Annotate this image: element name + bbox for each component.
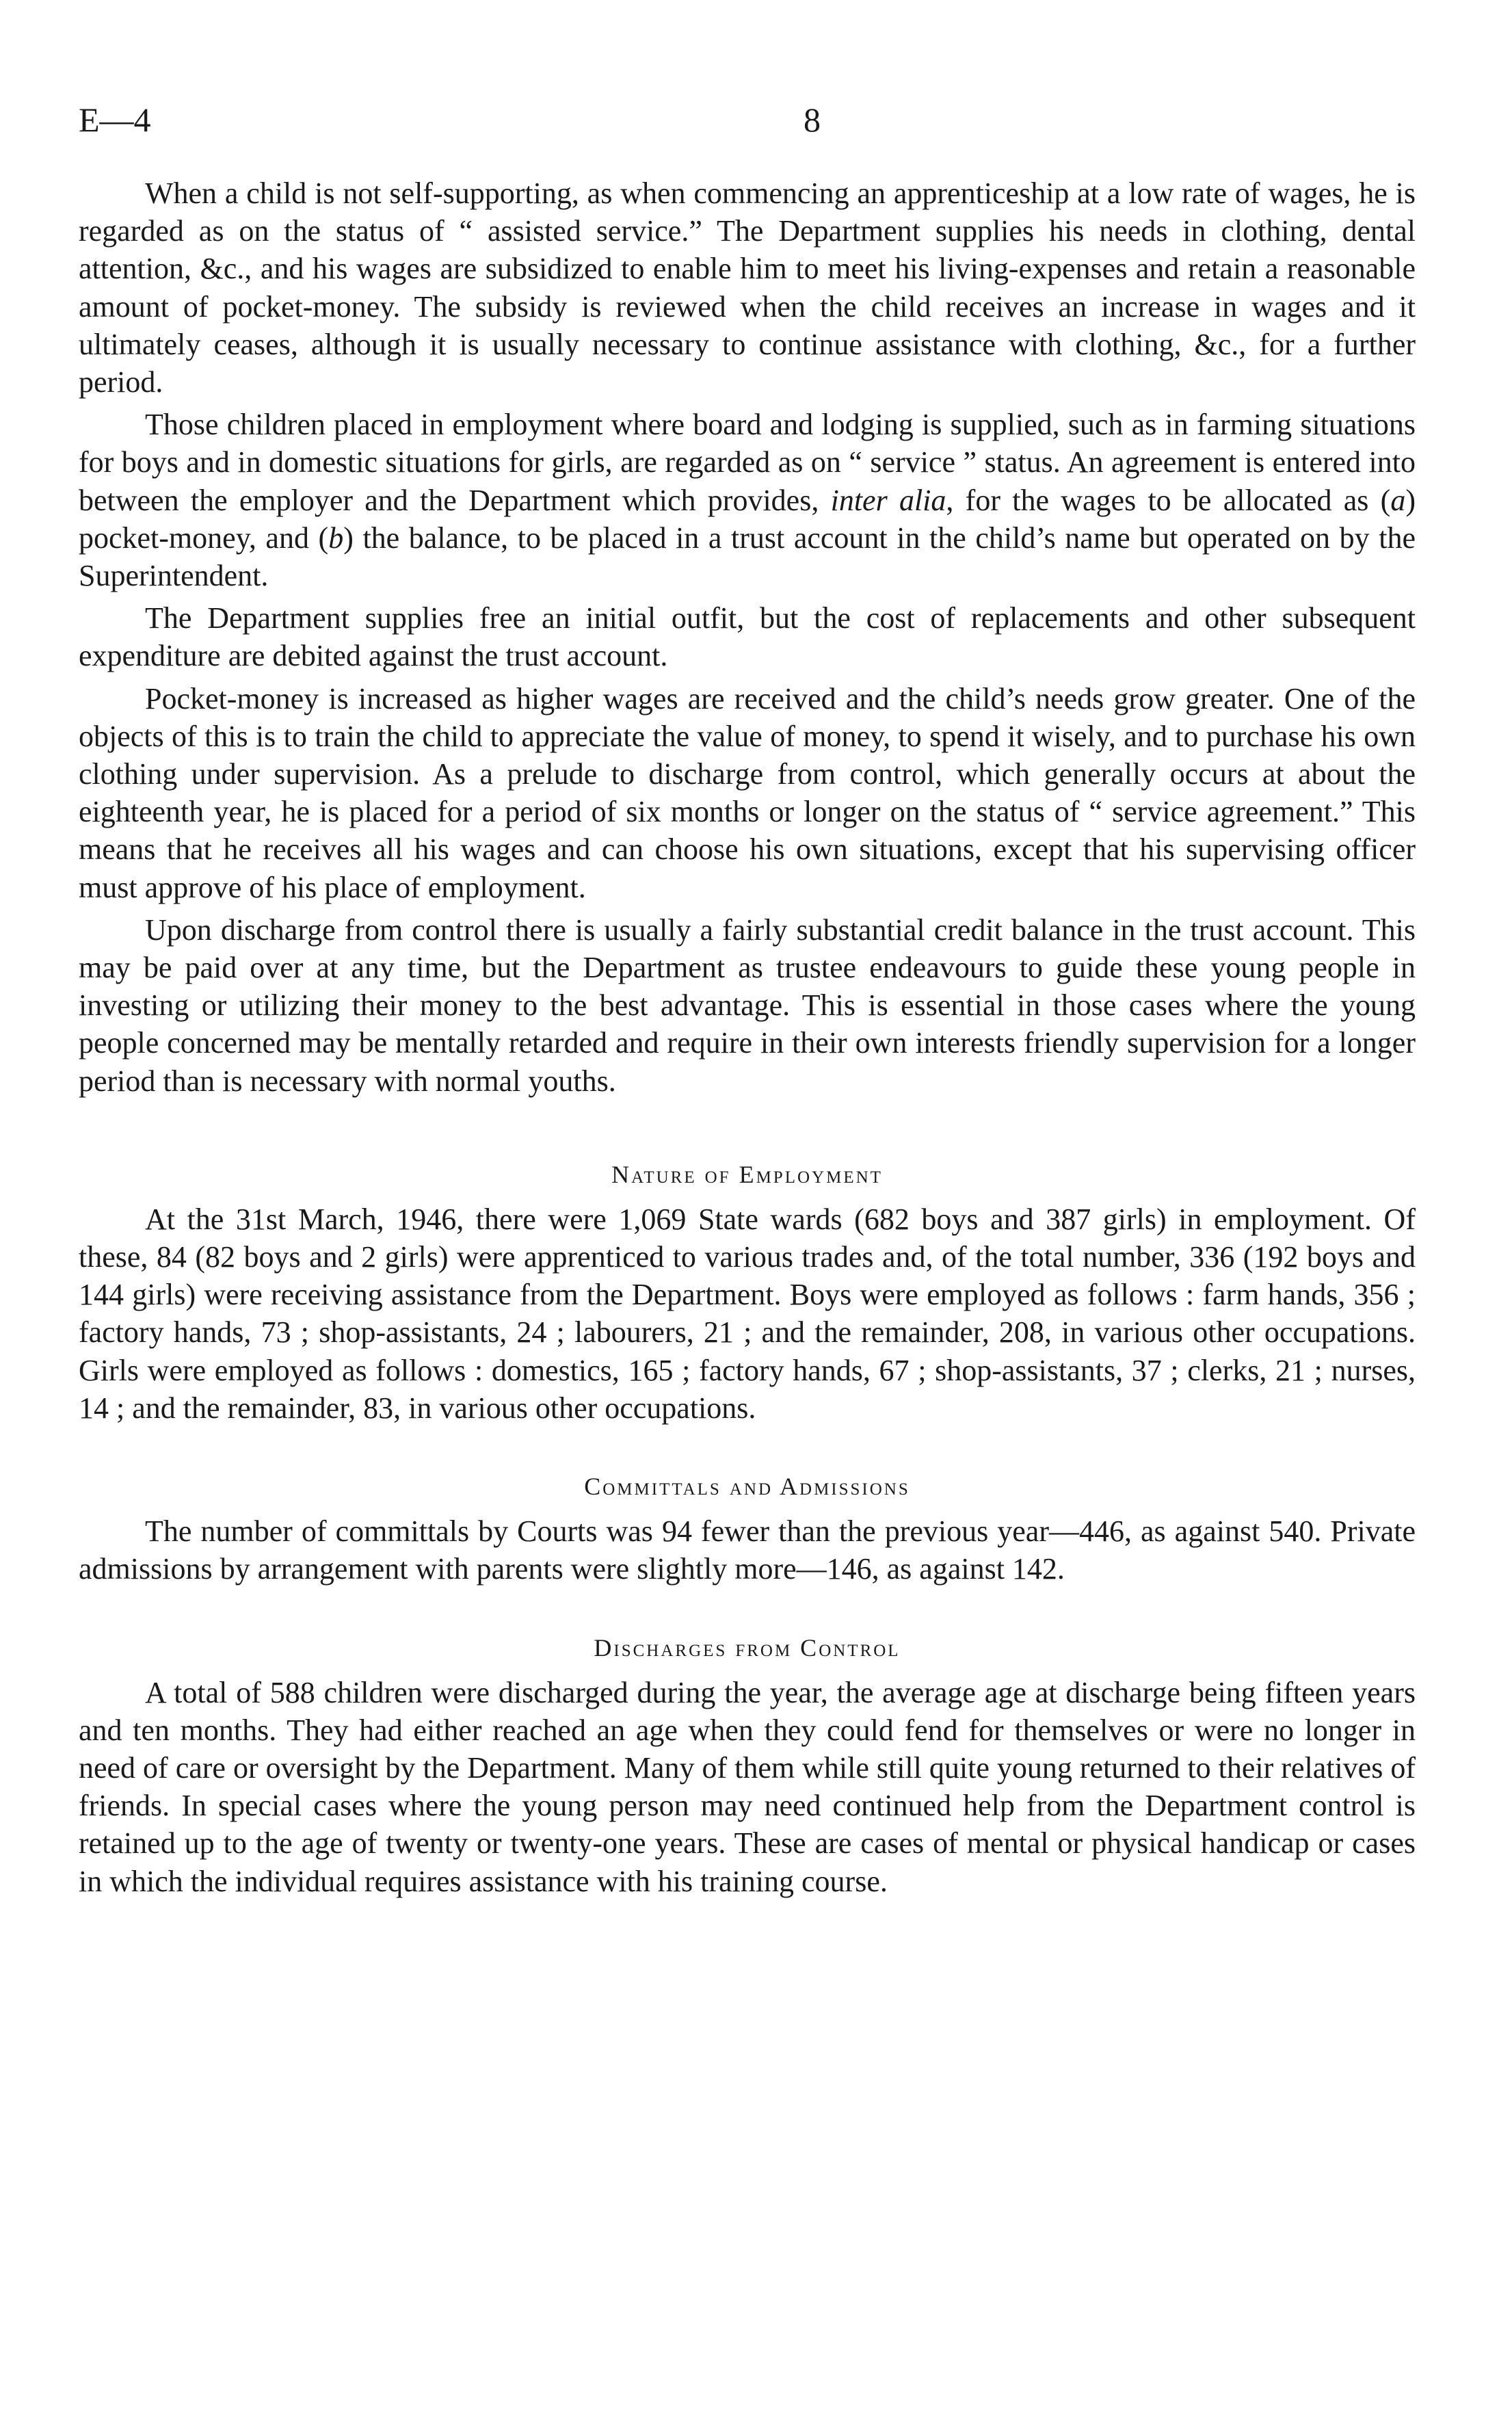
- paragraph-initial-outfit: The Department supplies free an initial outfit, but the cost of replacements and other subsequent expenditure are debited against the trust account.: [79, 601, 1416, 673]
- p2-text-mid2: ) pocket-money, and (: [79, 483, 1416, 555]
- paragraph-nature-of-employment: At the 31st March, 1946, there were 1,069 State wards (682 boys and 387 girls) in employment. Of these, 84 (82 boys and 2 girls) were apprenticed to various trades and, of the total number, 336 (192 boys and 144 girls) were receiving assistance from the Department. Boys were employed as follows : farm hands, 356 ; factory hands, 73 ; shop-assistants, 24 ; labourers, 21 ; and the remainder, 208, in various other occupations. Girls were employed as follows : domestics, 165 ; factory hands, 67 ; shop-assistants, 37 ; clerks, 21 ; nurses, 14 ; and the remainder, 83, in various other occupations.: [79, 1202, 1416, 1425]
- report-code: E—4: [79, 101, 151, 139]
- body-text: [79, 174, 1416, 1905]
- paragraph-pocket-money: Pocket-money is increased as higher wages are received and the child’s needs grow greater. One of the objects of this is to train the child to appreciate the value of money, to spend it wisely, and to purchase his own clothing under supervision. As a prelude to discharge from control, which generally occurs at about the eighteenth year, he is placed for a period of six months or longer on the status of “ service agreement.” This means that he receives all his wages and can choose his own situations, except that his supervising officer must approve of his place of employment.: [79, 681, 1416, 904]
- heading-committals-admissions: Committals and Admissions: [584, 1473, 910, 1501]
- p2-text-end: ) the balance, to be placed in a trust account in the child’s name but operated on by the Superintendent.: [79, 521, 1416, 593]
- p2-italic-b: b: [328, 521, 344, 555]
- paragraph-committals-admissions: The number of committals by Courts was 94 fewer than the previous year—446, as against 540. Private admissions by arrangement with parents were slightly more—146, as against 142.: [79, 1514, 1416, 1586]
- heading-discharges-from-control: Discharges from Control: [594, 1633, 901, 1661]
- p2-italic-phrase: inter alia: [830, 483, 946, 517]
- page-number: 8: [804, 101, 821, 139]
- paragraph-service-status: [79, 406, 1416, 594]
- p2-italic-a: a: [1390, 483, 1406, 517]
- p2-text-start: Those children placed in employment where board and lodging is supplied, such as in farming situations for boys and in domestic situations for girls, are regarded as on “ service ” status. An agreement is entered into between the employer and the Department which provides,: [79, 408, 1416, 517]
- paragraph-assisted-service: When a child is not self-supporting, as when commencing an apprenticeship at a low rate of wages, he is regarded as on the status of “ assisted service.” The Department supplies his needs in clothing, dental attention, &c., and his wages are subsidized to enable him to meet his living-expenses and retain a reasonable amount of pocket-money. The subsidy is reviewed when the child receives an increase in wages and it ultimately ceases, although it is usually necessary to continue assistance with clothing, &c., for a further period.: [79, 176, 1416, 399]
- paragraph-discharge-balance: Upon discharge from control there is usually a fairly substantial credit balance in the trust account. This may be paid over at any time, but the Department as trustee endeavours to guide these young people in investing or utilizing their money to the best advantage. This is essential in those cases where the young people concerned may be mentally retarded and require in their own interests friendly supervision for a longer period than is necessary with normal youths.: [79, 912, 1416, 1098]
- paragraph-discharges-from-control: A total of 588 children were discharged during the year, the average age at discharge being fifteen years and ten months. They had either reached an age when they could fend for themselves or were no longer in need of care or oversight by the Department. Many of them while still quite young returned to their relatives of friends. In special cases where the young person may need continued help from the Department control is retained up to the age of twenty or twenty-one years. These are cases of mental or physical handicap or cases in which the individual requires assistance with his training course.: [79, 1675, 1416, 1898]
- p2-text-mid1: , for the wages to be allocated as (: [946, 483, 1391, 517]
- heading-nature-of-employment: Nature of Employment: [611, 1160, 883, 1188]
- running-head: [79, 96, 1419, 144]
